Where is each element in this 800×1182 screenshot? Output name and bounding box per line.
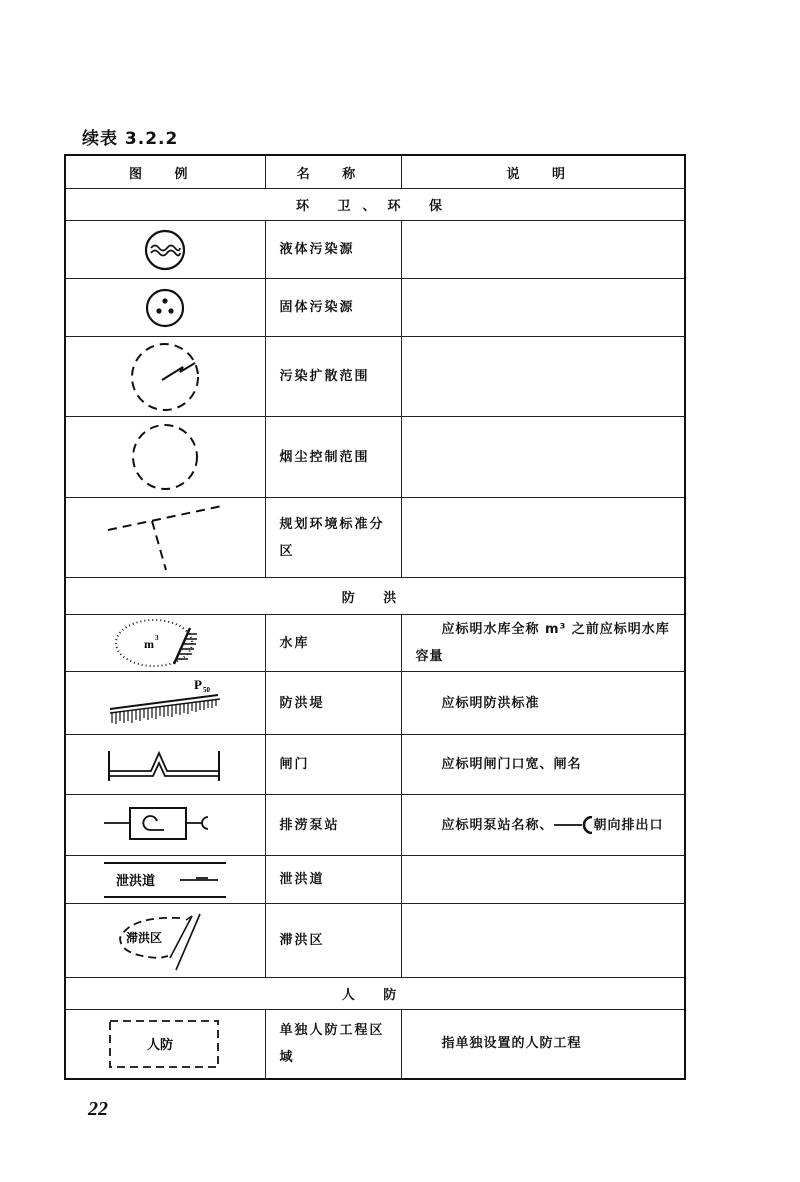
- table-row: [65, 417, 685, 498]
- page-number: 22: [88, 1098, 108, 1120]
- legend-table: [64, 154, 686, 1080]
- table-row: [65, 498, 685, 578]
- spillway-label: 泄洪道: [116, 873, 156, 889]
- table-row: [65, 856, 685, 904]
- section-row: [65, 578, 685, 615]
- pollution-diffusion-range-icon: [125, 339, 205, 415]
- drainage-pump-station-icon: [100, 803, 230, 847]
- table-row: [65, 279, 685, 337]
- sluice-gate-icon: [105, 745, 225, 785]
- row-name: 规划环境标准分区: [265, 498, 401, 578]
- row-name: 烟尘控制范围: [265, 417, 401, 498]
- row-name: 单独人防工程区域: [265, 1010, 401, 1079]
- civil-defense-label: 人防: [147, 1037, 174, 1053]
- row-name: 泄洪道: [265, 856, 401, 904]
- detention-label: 滞洪区: [126, 930, 163, 945]
- table-row: [65, 735, 685, 795]
- section-title: 防 洪: [65, 578, 685, 615]
- row-name: 闸门: [265, 735, 401, 795]
- section-row: [65, 189, 685, 221]
- row-description: [401, 856, 685, 904]
- table-row: [65, 672, 685, 735]
- civil-defense-area-icon: [107, 1018, 223, 1070]
- section-title: 环 卫、环 保: [65, 189, 685, 221]
- row-description: [401, 417, 685, 498]
- table-caption: 续表 3.2.2: [82, 129, 179, 149]
- outlet-direction-icon: [554, 816, 594, 834]
- row-name: 防洪堤: [265, 672, 401, 735]
- row-name: 水库: [265, 615, 401, 672]
- row-description: [401, 498, 685, 578]
- row-description: 应标明泵站名称、 朝向排出口: [401, 795, 685, 856]
- table-row: [65, 615, 685, 672]
- table-row: [65, 337, 685, 417]
- row-description: [401, 337, 685, 417]
- table-row: [65, 221, 685, 279]
- row-description: 指单独设置的人防工程: [401, 1010, 685, 1079]
- row-description: [401, 279, 685, 337]
- row-description: [401, 221, 685, 279]
- flood-levee-icon: [100, 675, 230, 731]
- flood-detention-area-icon: [110, 908, 220, 974]
- flood-spillway-icon: [100, 860, 230, 900]
- svg-text:50: 50: [203, 686, 211, 694]
- row-name: 滞洪区: [265, 904, 401, 978]
- section-row: [65, 978, 685, 1010]
- row-name: 液体污染源: [265, 221, 401, 279]
- svg-text:3: 3: [155, 634, 159, 642]
- table-row: [65, 795, 685, 856]
- section-title: 人 防: [65, 978, 685, 1010]
- table-header-row: [65, 155, 685, 189]
- smoke-dust-control-range-icon: [127, 421, 203, 493]
- header-description: 说 明: [401, 155, 685, 189]
- svg-text:P: P: [194, 677, 203, 692]
- row-description: 应标明闸门口宽、闸名: [401, 735, 685, 795]
- header-name: 名 称: [265, 155, 401, 189]
- solid-pollution-source-icon: [143, 286, 187, 330]
- row-description: 应标明水库全称 m³ 之前应标明水库容量: [401, 615, 685, 672]
- row-description: [401, 904, 685, 978]
- row-name: 固体污染源: [265, 279, 401, 337]
- row-name: 污染扩散范围: [265, 337, 401, 417]
- table-row: [65, 904, 685, 978]
- header-legend: 图 例: [65, 155, 265, 189]
- environment-standard-zone-icon: [100, 502, 230, 574]
- reservoir-icon: [110, 616, 220, 670]
- row-name: 排涝泵站: [265, 795, 401, 856]
- liquid-pollution-source-icon: [142, 227, 188, 273]
- table-row: [65, 1010, 685, 1079]
- row-description: 应标明防洪标准: [401, 672, 685, 735]
- reservoir-label: m: [144, 637, 155, 651]
